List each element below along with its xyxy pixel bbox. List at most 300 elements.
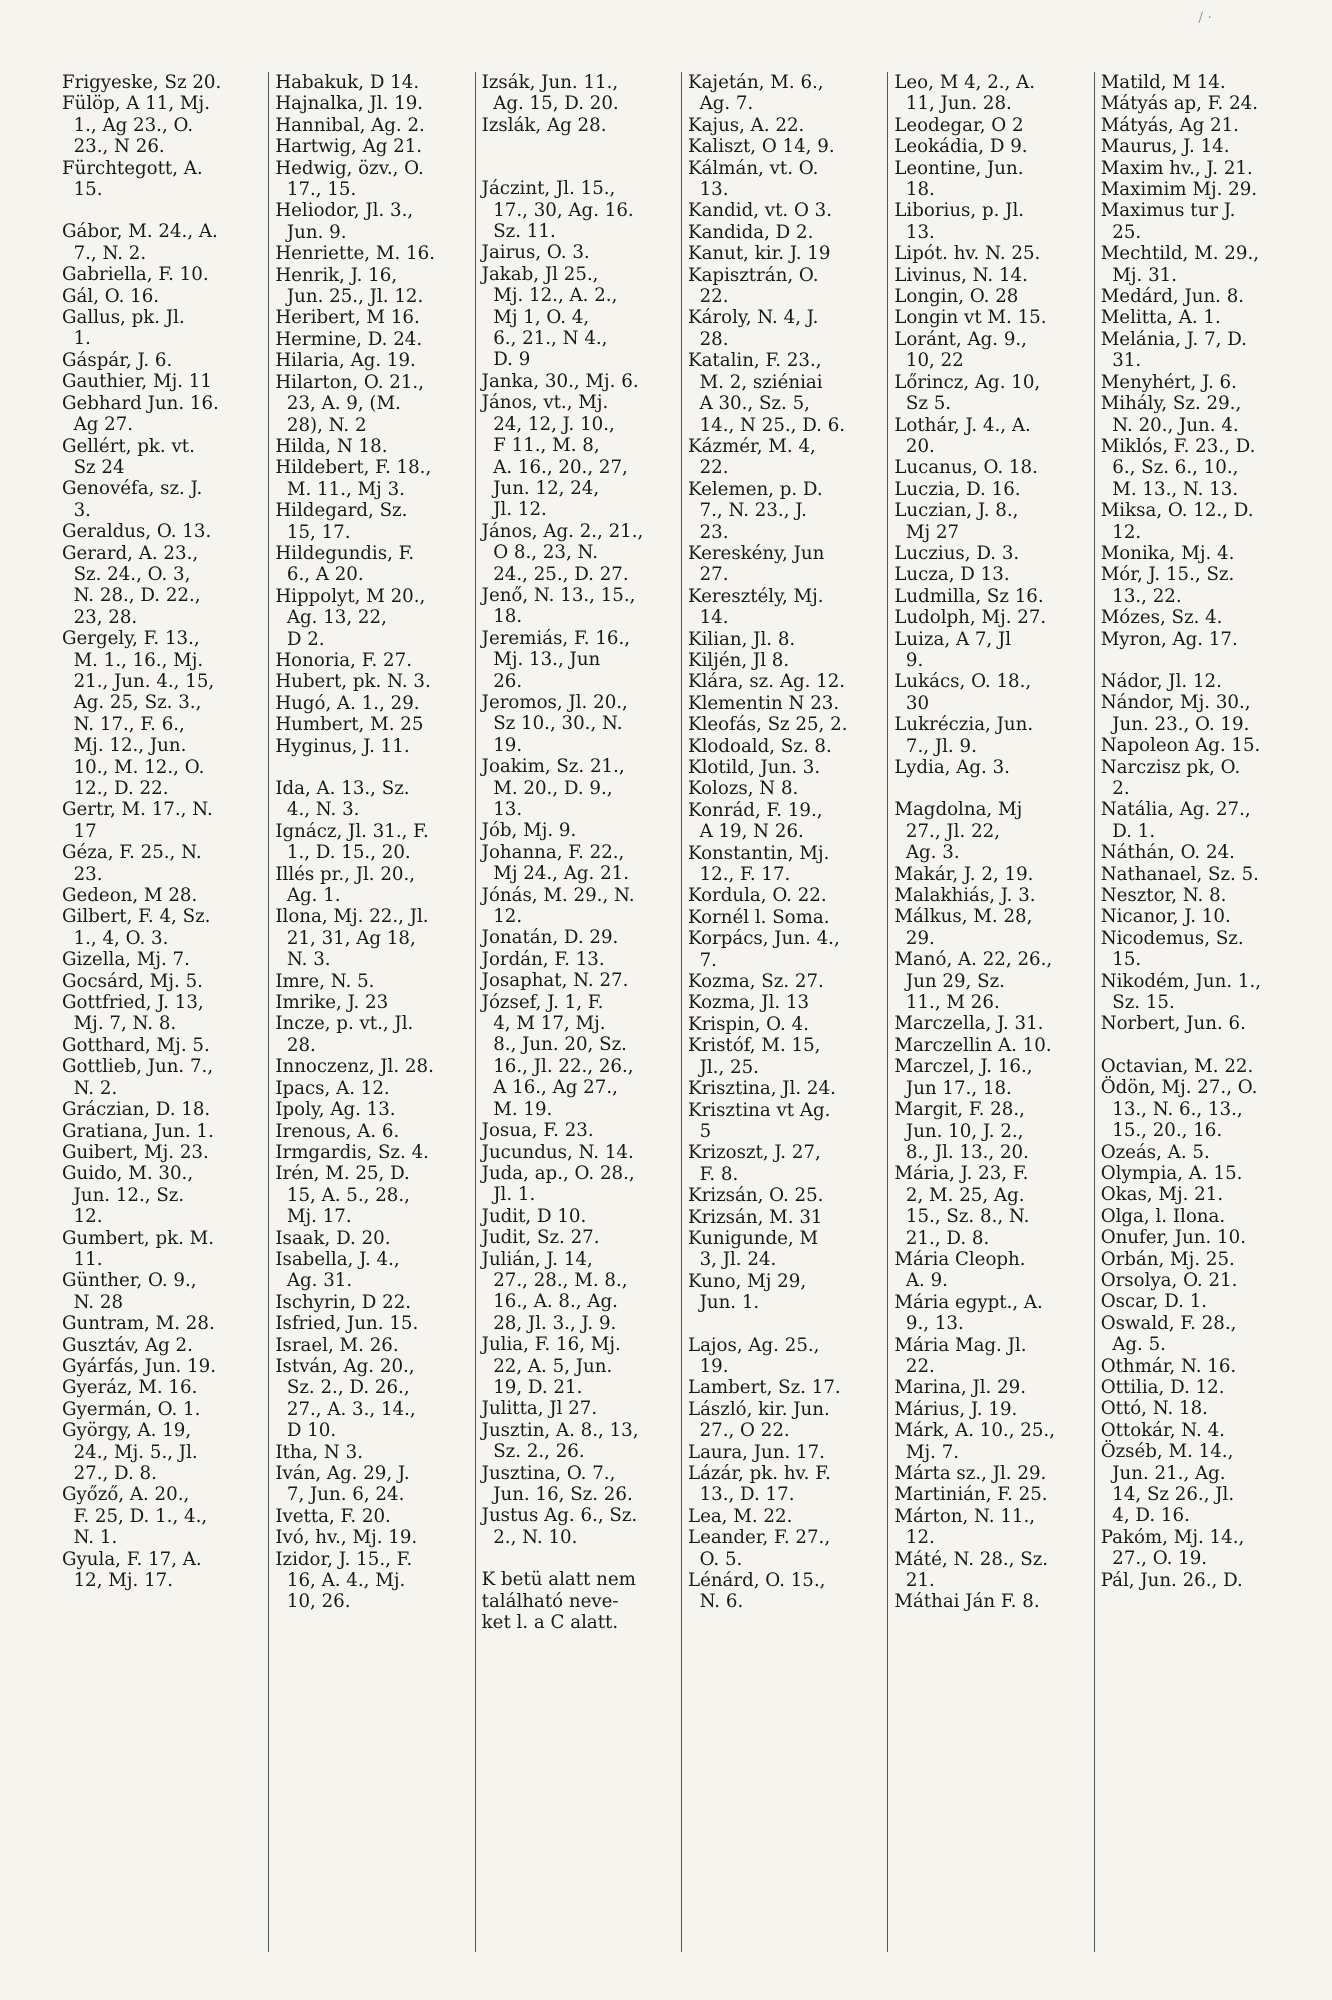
index-entry: Ottó, N. 18. <box>1100 1398 1208 1420</box>
index-entry: Sz. 2., 26. <box>481 1441 585 1463</box>
column-1 <box>62 72 268 1952</box>
index-entry: Hyginus, J. 11. <box>275 735 410 757</box>
index-entry: Náthán, O. 24. <box>1100 842 1235 864</box>
index-entry: 13. <box>894 221 935 243</box>
index-entry: 1., Ag 23., O. <box>62 114 194 136</box>
index-entry: Hugó, A. 1., 29. <box>275 692 420 714</box>
index-entry: D 2. <box>275 628 325 650</box>
index-entry: 2, M. 25, Ag. <box>894 1184 1025 1206</box>
index-entry: Izsák, Jun. 11., <box>481 72 619 93</box>
index-entry: 19, D. 21. <box>481 1376 583 1398</box>
index-entry: 15, A. 5., 28., <box>275 1184 410 1206</box>
index-entry: 21, 31, Ag 18, <box>275 927 416 949</box>
index-entry: Ludmilla, Sz 16. <box>894 585 1044 607</box>
index-entry: Jusztina, O. 7., <box>481 1462 616 1484</box>
index-entry: Lajos, Ag. 25., <box>688 1334 820 1356</box>
index-entry: Humbert, M. 25 <box>275 714 424 736</box>
index-entry: Lőrincz, Ag. 10, <box>894 371 1041 393</box>
index-entry: Norbert, Jun. 6. <box>1100 1013 1246 1035</box>
index-entry: Kornél l. Soma. <box>688 906 830 928</box>
index-entry: 15, 17. <box>275 521 351 543</box>
index-entry: Irmgardis, Sz. 4. <box>275 1141 429 1163</box>
index-entry: Ag. 1. <box>275 885 341 907</box>
index-entry: Klodoald, Sz. 8. <box>688 735 832 757</box>
index-entry: Jáczint, Jl. 15., <box>481 178 616 200</box>
index-entry: Lukréczia, Jun. <box>894 714 1034 736</box>
index-entry: 3. <box>62 499 91 521</box>
index-entry: 24., Mj. 5., Jl. <box>62 1441 198 1463</box>
index-entry: Guido, M. 30., <box>62 1163 194 1185</box>
column-2 <box>268 72 474 1952</box>
index-entry: 22. <box>688 457 729 479</box>
index-entry: Gumbert, pk. M. <box>62 1227 215 1249</box>
index-entry: 7. <box>688 949 717 971</box>
index-entry: Jun. 12, 24, <box>481 477 600 499</box>
index-entry: Gergely, F. 13., <box>62 628 200 650</box>
index-entry: M. 13., N. 13. <box>1100 478 1239 500</box>
index-entry: Jun. 9. <box>275 221 347 243</box>
index-entry: Nikodém, Jun. 1., <box>1100 970 1262 992</box>
index-entry: László, kir. Jun. <box>688 1398 830 1420</box>
index-entry: Mechtild, M. 29., <box>1100 243 1260 265</box>
index-entry: Isfried, Jun. 15. <box>275 1313 419 1335</box>
index-entry: A. 16., 20., 27, <box>481 456 628 478</box>
index-entry: Sz. 15. <box>1100 992 1175 1014</box>
index-entry: Laura, Jun. 17. <box>688 1441 825 1463</box>
index-entry: Hilaria, Ag. 19. <box>275 350 416 372</box>
section-gap <box>1101 1035 1294 1056</box>
index-entry: Kozma, Sz. 27. <box>688 971 824 993</box>
index-entry: Ludolph, Mj. 27. <box>894 607 1047 629</box>
index-entry: M. 1., 16., Mj. <box>62 649 204 671</box>
index-entry: 28, Jl. 3., J. 9. <box>481 1312 617 1334</box>
index-entry: Leokádia, D 9. <box>894 136 1028 158</box>
index-entry: 27., A. 3., 14., <box>275 1398 416 1420</box>
index-entry: Krisztina, Jl. 24. <box>688 1078 836 1100</box>
index-entry: 10, 22 <box>894 350 964 372</box>
index-entry: Géza, F. 25., N. <box>62 842 202 864</box>
index-entry: Mj 24., Ag. 21. <box>481 863 630 885</box>
index-entry: Menyhért, J. 6. <box>1100 371 1237 393</box>
index-entry: Ag. 7. <box>688 93 754 115</box>
index-entry: Sz 10., 30., N. <box>481 713 623 735</box>
index-entry: Habakuk, D 14. <box>275 72 420 93</box>
index-entry: Janka, 30., Mj. 6. <box>481 370 639 392</box>
index-entry: Julitta, Jl 27. <box>481 1398 598 1420</box>
index-entry: Gilbert, F. 4, Sz. <box>62 906 211 928</box>
index-entry: 12. <box>62 1206 103 1228</box>
index-entry: Jun. 21., Ag. <box>1100 1462 1226 1484</box>
index-entry: 4., N. 3. <box>275 799 360 821</box>
index-entry: Hajnalka, Jl. 19. <box>275 93 424 115</box>
index-entry: Luczius, D. 3. <box>894 542 1020 564</box>
index-entry: Imre, N. 5. <box>275 970 375 992</box>
index-entry: F. 8. <box>688 1163 739 1185</box>
index-entry: Ivó, hv., Mj. 19. <box>275 1527 418 1549</box>
index-entry: Kapisztrán, O. <box>688 264 819 286</box>
index-entry: Ag 27. <box>62 414 134 436</box>
index-entry: Ischyrin, D 22. <box>275 1291 412 1313</box>
index-entry: 18. <box>894 179 935 201</box>
index-entry: Hermine, D. 24. <box>275 328 423 350</box>
index-entry: Manó, A. 22, 26., <box>894 949 1053 971</box>
index-entry: Klotild, Jun. 3. <box>688 757 821 778</box>
index-entry: Okas, Mj. 21. <box>1100 1184 1224 1206</box>
index-entry: Marczellin A. 10. <box>894 1034 1052 1056</box>
index-entry: Nicodemus, Sz. <box>1100 927 1244 949</box>
index-entry: 29. <box>894 927 935 949</box>
index-entry: Ipacs, A. 12. <box>275 1077 390 1099</box>
index-entry: Nathanael, Sz. 5. <box>1100 863 1259 885</box>
index-entry: Krizsán, M. 31 <box>688 1206 823 1228</box>
index-entry: Keresztély, Mj. <box>688 585 824 607</box>
index-entry: Jonatán, D. 29. <box>481 927 619 949</box>
index-entry: D. 9 <box>481 349 531 371</box>
index-entry: Genovéfa, sz. J. <box>62 478 203 500</box>
index-entry: Izidor, J. 15., F. <box>275 1548 413 1570</box>
index-entry: Sz. 24., O. 3, <box>62 563 191 585</box>
index-entry: 8., Jun. 20, Sz. <box>481 1034 627 1056</box>
index-entry: Gyárfás, Jun. 19. <box>62 1355 217 1377</box>
index-entry: Jucundus, N. 14. <box>481 1141 634 1163</box>
index-entry: Sz 5. <box>894 393 952 415</box>
index-entry: 22. <box>894 1355 935 1377</box>
index-entry: Mihály, Sz. 29., <box>1100 393 1242 415</box>
index-entry: János, vt., Mj. <box>481 392 609 414</box>
index-entry: Kaliszt, O 14, 9. <box>688 136 835 158</box>
index-entry: János, Ag. 2., 21., <box>481 520 644 542</box>
index-entry: 20. <box>894 435 935 457</box>
index-entry: Narczisz pk, O. <box>1100 756 1241 778</box>
index-entry: Lázár, pk. hv. F. <box>688 1463 831 1484</box>
index-entry: 15. <box>1100 949 1142 971</box>
index-entry: 4, D. 16. <box>1100 1505 1190 1527</box>
index-entry: Jun. 10, J. 2., <box>894 1120 1024 1142</box>
index-entry: 25. <box>1100 221 1142 243</box>
index-entry: Miksa, O. 12., D. <box>1100 500 1254 522</box>
index-entry: Ag. 15, D. 20. <box>481 93 619 115</box>
index-entry: Klementin N 23. <box>688 692 840 714</box>
index-entry: Gáspár, J. 6. <box>62 349 173 371</box>
index-entry: Juda, ap., O. 28., <box>481 1162 635 1184</box>
index-entry: 12., F. 17. <box>688 864 791 886</box>
index-entry: Jusztin, A. 8., 13, <box>481 1419 639 1441</box>
index-entry: 13. <box>481 799 523 820</box>
index-entry: István, Ag. 20., <box>275 1355 415 1377</box>
index-entry: Klára, sz. Ag. 12. <box>688 671 846 693</box>
index-entry: 4, M 17, Mj. <box>481 1013 606 1035</box>
index-entry: O. 5. <box>688 1548 743 1570</box>
index-entry: Innoczenz, Jl. 28. <box>275 1056 434 1078</box>
index-entry: Sz. 11. <box>481 221 556 243</box>
index-entry: Heribert, M 16. <box>275 307 420 329</box>
index-entry: 12. <box>481 906 523 928</box>
index-entry: Mj. 12., A. 2., <box>481 285 618 307</box>
index-entry: Krispin, O. 4. <box>688 1013 809 1035</box>
index-entry: N. 2. <box>62 1077 118 1099</box>
index-entry: Hilarton, O. 21., <box>275 371 424 393</box>
index-entry: N. 3. <box>275 949 331 971</box>
index-entry: Kozma, Jl. 13 <box>688 992 810 1014</box>
index-entry: Mj 27 <box>894 521 960 543</box>
index-entry: Katalin, F. 23., <box>688 350 822 372</box>
index-entry: 17 <box>62 820 97 842</box>
index-entry: Gotthard, Mj. 5. <box>62 1034 210 1056</box>
index-entry: Özséb, M. 14., <box>1100 1441 1234 1463</box>
index-entry: Hartwig, Ag 21. <box>275 136 423 158</box>
index-entry: 22, A. 5, Jun. <box>481 1355 613 1377</box>
index-entry: Gertr, M. 17., N. <box>62 799 213 821</box>
index-entry: 21., Jun. 4., 15, <box>62 670 215 692</box>
index-entry: Isabella, J. 4., <box>275 1248 400 1270</box>
index-entry: Mj. 13., Jun <box>481 649 601 671</box>
index-entry: Longin vt M. 15. <box>894 307 1047 329</box>
index-entry: Natália, Ag. 27., <box>1100 799 1251 821</box>
index-entry: György, A. 19, <box>62 1420 192 1442</box>
index-entry: 15., Sz. 8., N. <box>894 1206 1030 1228</box>
index-entry: Jairus, O. 3. <box>481 242 590 264</box>
index-entry: Márius, J. 19. <box>894 1398 1018 1420</box>
index-entry: M. 20., D. 9., <box>481 777 613 799</box>
index-entry: Mátyás, Ag 21. <box>1100 114 1239 136</box>
index-entry: 17., 30, Ag. 16. <box>481 199 634 221</box>
index-entry: Margit, F. 28., <box>894 1099 1025 1121</box>
column-6 <box>1094 72 1300 1952</box>
index-entry: Mária egypt., A. <box>894 1291 1043 1313</box>
index-entry: Othmár, N. 16. <box>1100 1355 1237 1377</box>
index-entry: 27., D. 8. <box>62 1463 157 1484</box>
index-entry: 13., D. 17. <box>688 1484 795 1506</box>
index-entry: 16., Jl. 22., 26., <box>481 1055 634 1077</box>
index-entry: Gratiana, Jun. 1. <box>62 1120 214 1142</box>
index-entry: Myron, Ag. 17. <box>1100 628 1238 650</box>
index-entry: Leodegar, O 2 <box>894 114 1024 136</box>
index-entry: Győző, A. 20., <box>62 1484 190 1506</box>
index-entry: Hildebert, F. 18., <box>275 457 432 479</box>
index-entry: 11, Jun. 28. <box>894 93 1012 115</box>
index-entry: 21., D. 8. <box>894 1227 990 1249</box>
index-entry: Kleofás, Sz 25, 2. <box>688 714 848 736</box>
index-entry: Krisztina vt Ag. <box>688 1099 831 1121</box>
index-entry: Gottlieb, Jun. 7., <box>62 1056 214 1078</box>
index-entry: 12., D. 22. <box>62 778 169 799</box>
index-entry: Gráczian, D. 18. <box>62 1099 211 1121</box>
index-entry: Gábor, M. 24., A. <box>62 221 218 243</box>
index-entry: Kázmér, M. 4, <box>688 435 816 457</box>
index-entry: Jeromos, Jl. 20., <box>481 691 628 713</box>
index-entry: 9. <box>894 649 924 671</box>
index-entry: Leontine, Jun. <box>894 157 1024 179</box>
index-entry: Mária, J. 23, F. <box>894 1163 1029 1185</box>
index-entry: Mj. 12., Jun. <box>62 735 187 757</box>
index-entry: 18. <box>481 606 523 628</box>
index-entry: Gyermán, O. 1. <box>62 1398 201 1420</box>
index-entry: N. 20., Jun. 4. <box>1100 414 1239 436</box>
index-entry: 24., 25., D. 27. <box>481 563 629 585</box>
index-entry: Nesztor, N. 8. <box>1100 885 1227 907</box>
index-entry: Olga, l. Ilona. <box>1100 1205 1226 1227</box>
index-entry: Maxim hv., J. 21. <box>1100 157 1253 179</box>
index-entry: F. 25, D. 1., 4., <box>62 1505 208 1527</box>
index-entry: Gyeráz, M. 16. <box>62 1377 198 1399</box>
index-entry: 28. <box>275 1034 316 1056</box>
index-entry: Fürchtegott, A. <box>62 157 203 179</box>
index-entry: Hildegundis, F. <box>275 542 415 564</box>
index-entry: Ignácz, Jl. 31., F. <box>275 820 429 842</box>
index-entry: A. 9. <box>894 1270 948 1292</box>
index-entry: Judit, Sz. 27. <box>481 1227 600 1249</box>
index-entry: Olympia, A. 15. <box>1100 1162 1243 1184</box>
index-entry: Lothár, J. 4., A. <box>894 414 1031 436</box>
index-entry: Liborius, p. Jl. <box>894 200 1025 222</box>
index-entry: N. 17., F. 6., <box>62 713 185 735</box>
index-entry: Gál, O. 16. <box>62 285 160 307</box>
index-entry: N. 28., D. 22., <box>62 585 201 607</box>
index-entry: Fülöp, A 11, Mj. <box>62 93 210 115</box>
section-gap <box>894 778 1087 799</box>
index-entry: 27. <box>688 564 729 586</box>
index-entry: Ag. 13, 22, <box>275 607 387 629</box>
index-entry: Napoleon Ag. 15. <box>1100 735 1261 757</box>
index-entry: Jun. 1. <box>688 1292 760 1314</box>
index-entry: Mj. 7. <box>894 1441 960 1463</box>
index-entry: Julia, F. 16, Mj. <box>481 1334 621 1356</box>
index-entry: Jl., 25. <box>688 1056 759 1078</box>
index-entry: D 10. <box>275 1420 337 1442</box>
index-entry: Jeremiás, F. 16., <box>481 627 631 649</box>
index-entry: Kunigunde, M <box>688 1227 819 1249</box>
section-gap <box>275 757 468 778</box>
index-entry: található neve- <box>481 1590 619 1612</box>
index-entry: Krizsán, O. 25. <box>688 1185 824 1207</box>
index-entry: 19. <box>688 1355 729 1377</box>
index-entry: Orbán, Mj. 25. <box>1100 1248 1235 1270</box>
index-entry: Hannibal, Ag. 2. <box>275 114 425 136</box>
index-entry: A 30., Sz. 5, <box>688 393 810 415</box>
index-entry: 27., O 22. <box>688 1420 790 1442</box>
index-entry: 16., A. 8., Ag. <box>481 1291 618 1313</box>
index-entry: Gallus, pk. Jl. <box>62 307 185 329</box>
index-entry: Gabriella, F. 10. <box>62 264 209 286</box>
index-entry: Jun 17., 18. <box>894 1077 1012 1099</box>
index-entry: 3, Jl. 24. <box>688 1249 777 1271</box>
index-entry: Márton, N. 11., <box>894 1505 1036 1527</box>
index-entry: 1., D. 15., 20. <box>275 842 411 864</box>
index-entry: Octavian, M. 22. <box>1100 1055 1254 1077</box>
section-gap <box>482 157 675 178</box>
index-entry: Jun. 23., O. 19. <box>1100 713 1250 735</box>
index-entry: Kandida, D 2. <box>688 221 814 243</box>
index-entry: ket l. a C alatt. <box>481 1612 619 1634</box>
index-entry: Malakhiás, J. 3. <box>894 885 1036 907</box>
index-entry: Marczel, J. 16., <box>894 1056 1033 1078</box>
index-entry: 7., Jl. 9. <box>894 735 977 757</box>
index-entry: N. 28 <box>62 1291 124 1313</box>
index-entry: Melitta, A. 1. <box>1100 307 1221 329</box>
index-entry: 26. <box>481 670 523 692</box>
index-entry: 14. <box>688 607 729 629</box>
index-entry: Gellért, pk. vt. <box>62 435 195 457</box>
index-entry: Heliodor, Jl. 3., <box>275 200 414 222</box>
index-entry: Hilda, N 18. <box>275 435 388 457</box>
index-entry: Henriette, M. 16. <box>275 243 435 265</box>
index-entry: 6., A 20. <box>275 564 364 586</box>
index-entry: Jun 29, Sz. <box>894 970 1005 992</box>
index-entry: Ivetta, F. 20. <box>275 1505 391 1527</box>
index-entry: Kristóf, M. 15, <box>688 1035 821 1057</box>
index-entry: Onufer, Jun. 10. <box>1100 1227 1246 1249</box>
index-entry: Mózes, Sz. 4. <box>1100 607 1223 629</box>
index-entry: Magdolna, Mj <box>894 799 1023 821</box>
index-entry: 7., N. 2. <box>62 242 147 264</box>
index-entry: Lucza, D 13. <box>894 564 1010 586</box>
index-entry: 10, 26. <box>275 1591 351 1613</box>
index-entry: Frigyeske, Sz 20. <box>62 72 222 93</box>
index-entry: Márk, A. 10., 25., <box>894 1420 1055 1442</box>
index-entry: N. 6. <box>688 1591 744 1613</box>
index-entry: 6., Sz. 6., 10., <box>1100 457 1239 479</box>
index-entry: Maximus tur J. <box>1100 200 1236 222</box>
index-entry: 23. <box>688 521 729 543</box>
section-gap <box>482 1548 675 1569</box>
index-entry: Judit, D 10. <box>481 1205 587 1227</box>
index-entry: 22. <box>688 286 729 308</box>
index-entry: Márta sz., Jl. 29. <box>894 1463 1047 1484</box>
index-entry: 7, Jun. 6, 24. <box>275 1484 405 1506</box>
index-entry: Joakim, Sz. 21., <box>481 756 625 778</box>
index-entry: Ag. 5. <box>1100 1334 1166 1356</box>
index-entry: 27., 28., M. 8., <box>481 1269 628 1291</box>
index-entry: Jenő, N. 13., 15., <box>481 584 636 606</box>
index-entry: Kajetán, M. 6., <box>688 72 824 93</box>
index-entry: 11., M 26. <box>894 992 1000 1014</box>
index-entry: Guntram, M. 28. <box>62 1313 215 1335</box>
index-entry: Gizella, Mj. 7. <box>62 949 190 971</box>
index-entry: 8., Jl. 13., 20. <box>894 1141 1029 1163</box>
index-entry: Kereskény, Jun <box>688 542 825 564</box>
index-entry: Iván, Ag. 29, J. <box>275 1463 410 1484</box>
index-entry: 9., 13. <box>894 1313 964 1335</box>
index-entry: 7., N. 23., J. <box>688 500 807 522</box>
index-entry: Kálmán, vt. O. <box>688 157 819 179</box>
index-entry: Jun. 16, Sz. 26. <box>481 1484 633 1505</box>
index-entry: 13., N. 6., 13., <box>1100 1098 1243 1120</box>
index-entry: Oswald, F. 28., <box>1100 1312 1237 1334</box>
index-entry: Hildegard, Sz. <box>275 500 408 522</box>
index-entry: Makár, J. 2, 19. <box>894 863 1034 885</box>
index-entry: Julián, J. 14, <box>481 1248 593 1270</box>
index-entry: Jakab, Jl 25., <box>481 263 599 285</box>
index-entry: Pál, Jun. 26., D. <box>1100 1569 1243 1591</box>
index-entry: 27., Jl. 22, <box>894 820 1000 842</box>
index-entry: Ag. 3. <box>894 842 960 864</box>
index-entry: Ödön, Mj. 27., O. <box>1100 1077 1258 1099</box>
index-entry: Ilona, Mj. 22., Jl. <box>275 906 429 928</box>
index-entry: 23., N 26. <box>62 136 165 158</box>
index-entry: Josaphat, N. 27. <box>481 970 629 992</box>
column-5 <box>887 72 1093 1952</box>
index-entry: Lydia, Ag. 3. <box>894 757 1010 778</box>
index-entry: Nádor, Jl. 12. <box>1100 670 1222 692</box>
index-entry: Mj. 31. <box>1100 264 1177 286</box>
index-entry: 31. <box>1100 350 1142 372</box>
index-entry: 23, A. 9, (M. <box>275 393 401 415</box>
index-entry: Leander, F. 27., <box>688 1527 831 1549</box>
index-entry: A 16., Ag 27., <box>481 1077 618 1099</box>
index-entry: Guibert, Mj. 23. <box>62 1141 209 1163</box>
index-entry: 12. <box>894 1527 935 1549</box>
index-entry: Longin, O. 28 <box>894 286 1019 308</box>
